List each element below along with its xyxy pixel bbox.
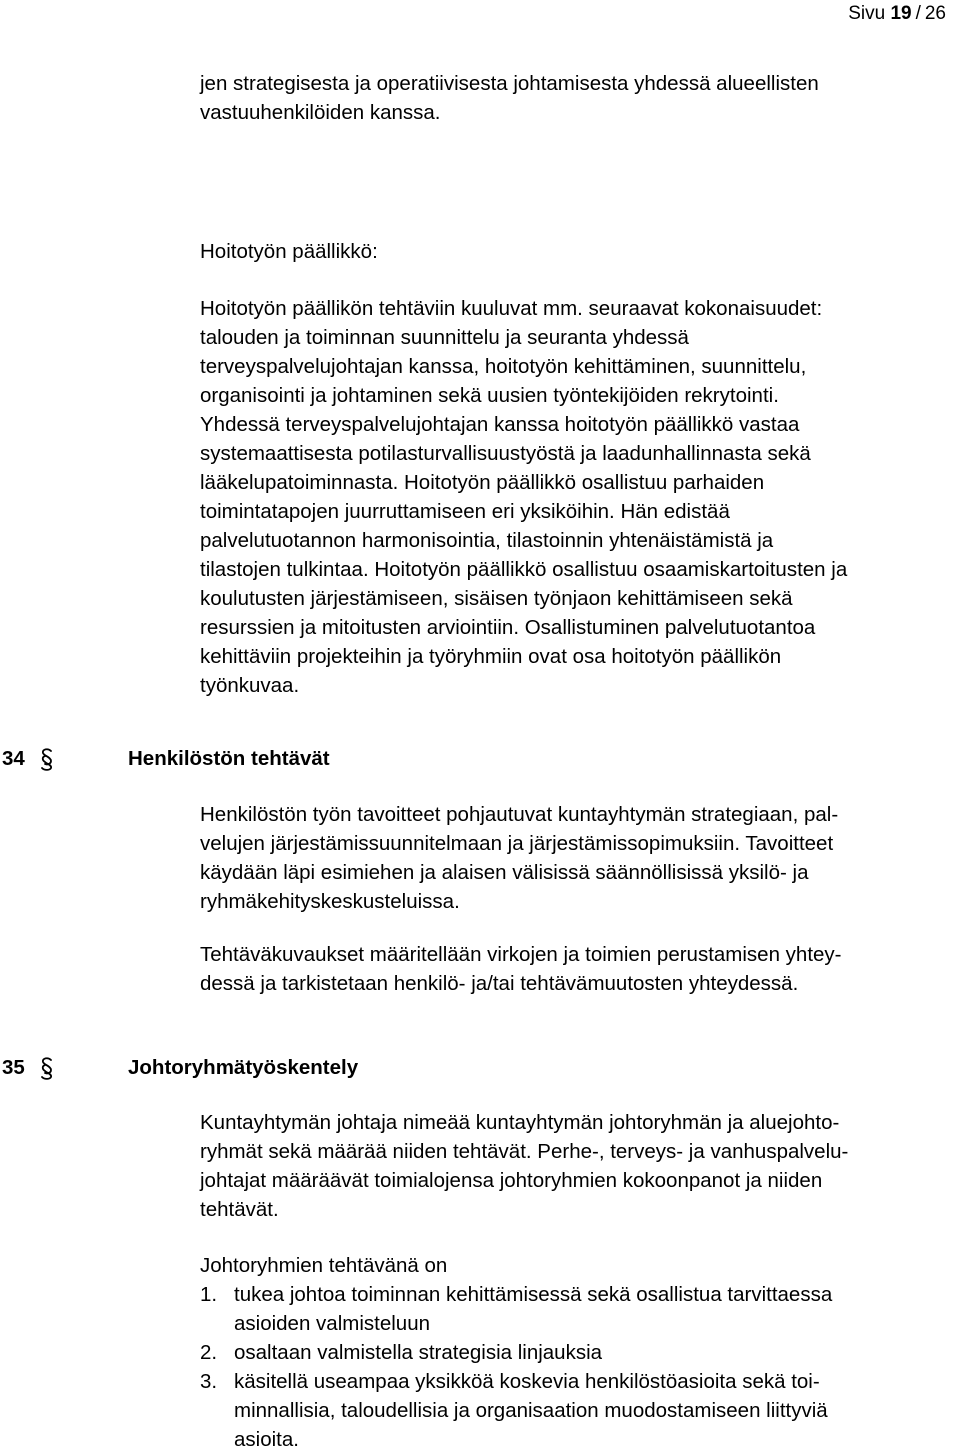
text-line: talouden ja toiminnan suunnittelu ja seuranta yhdessä [200,326,689,349]
section-title: Johtoryhmätyöskentely [128,1056,359,1079]
text-line: Henkilöstön työn tavoitteet pohjautuvat kuntayhtymän strategiaan, pal- [200,803,839,826]
text-line: Hoitotyön päällikön tehtäviin kuuluvat mm. seuraavat kokonaisuudet: [200,297,823,320]
nursing-director-title [200,237,945,266]
list-item-text [234,1367,828,1454]
section-34-paragraph-2 [200,940,945,998]
text-line: Kuntayhtymän johtaja nimeää kuntayhtymän johtoryhmän ja aluejohto- [200,1111,840,1134]
list-item [200,1280,945,1338]
text-line: käsitellä useampaa yksikköä koskevia henkilöstöasioita sekä toi- [234,1370,820,1393]
section-sign-icon [36,1056,58,1080]
text-line: jen strategisesta ja operatiivisesta johtamisesta yhdessä alueellisten [200,72,819,95]
section-35-heading [2,1054,358,1082]
section-35-paragraph-1 [200,1108,945,1224]
text-line: systemaattisesta potilasturvallisuustyöstä ja laadunhallinnasta sekä [200,442,811,465]
text-line: ryhmät sekä määrää niiden tehtävät. Perhe-, terveys- ja vanhuspalvelu- [200,1140,849,1163]
text-line: tehtävät. [200,1198,279,1221]
list-item [200,1338,945,1367]
text-line: ryhmäkehityskeskusteluissa. [200,890,460,913]
list-item [200,1367,945,1454]
text-line: lääkelupatoiminnasta. Hoitotyön päällikkö osallistuu parhaiden [200,471,765,494]
page-current: 19 [890,3,912,24]
text-line: organisointi ja johtaminen sekä uusien työntekijöiden rekrytointi. [200,384,779,407]
text-line: Yhdessä terveyspalvelujohtajan kanssa hoitotyön päällikkö vastaa [200,413,800,436]
list-marker: 3. [200,1370,218,1393]
list-marker: 1. [200,1283,218,1306]
text-line: osaltaan valmistella strategisia linjauksia [234,1341,603,1364]
text-line: käydään läpi esimiehen ja alaisen välisissä säännöllisissä yksilö- ja [200,861,809,884]
list-item-text [234,1338,602,1367]
page-total: 26 [924,3,946,24]
text-line: toimintatapojen juurruttamiseen eri yksiköihin. Hän edistää [200,500,730,523]
text-line: minnallisia, taloudellisia ja organisaation muodostamiseen liittyviä [234,1399,828,1422]
list-marker: 2. [200,1341,218,1364]
text-line: koulutusten järjestämiseen, sisäisen työnjaon kehittämiseen sekä [200,587,793,610]
text-line: dessä ja tarkistetaan henkilö- ja/tai tehtävämuutosten yhteydessä. [200,972,799,995]
text-line: palvelutuotannon harmonisointia, tilastoinnin yhtenäistämistä ja [200,529,774,552]
section-34-heading [2,745,330,773]
text-line: terveyspalvelujohtajan kanssa, hoitotyön kehittäminen, suunnittelu, [200,355,807,378]
list-item-text [234,1280,832,1338]
text-line: johtajat määräävät toimialojensa johtoryhmien kokoonpanot ja niiden [200,1169,823,1192]
list-intro: Johtoryhmien tehtävänä on [200,1254,448,1277]
text-line: asioiden valmisteluun [234,1312,431,1335]
section-number: 34 [2,747,25,770]
text-line: kehittäviin projekteihin ja työryhmiin ovat osa hoitotyön päällikön [200,645,782,668]
section-title: Henkilöstön tehtävät [128,747,330,770]
page-number [848,2,946,26]
page-label: Sivu [848,3,886,24]
text-line: tilastojen tulkintaa. Hoitotyön päällikkö osallistuu osaamiskartoitusten ja [200,558,848,581]
text-line: tukea johtoa toiminnan kehittämisessä sekä osallistua tarvittaessa [234,1283,833,1306]
page-separator: / [915,3,921,24]
text-line: velujen järjestämissuunnitelmaan ja järjestämissopimuksiin. Tavoitteet [200,832,834,855]
section-34-paragraph-1 [200,800,945,916]
text-line: resurssien ja mitoitusten arviointiin. Osallistuminen palvelutuotantoa [200,616,816,639]
section-35-list [200,1251,945,1454]
task-list [200,1280,945,1454]
section-sign-icon [36,747,58,771]
intro-continuation [200,69,945,127]
text-line: työnkuvaa. [200,674,300,697]
nursing-director-text [200,294,945,700]
text-line: vastuuhenkilöiden kanssa. [200,101,441,124]
text-line: Tehtäväkuvaukset määritellään virkojen ja toimien perustamisen yhtey- [200,943,842,966]
subsection-title: Hoitotyön päällikkö: [200,240,378,263]
section-number: 35 [2,1056,25,1079]
text-line: asioita. [234,1428,299,1451]
